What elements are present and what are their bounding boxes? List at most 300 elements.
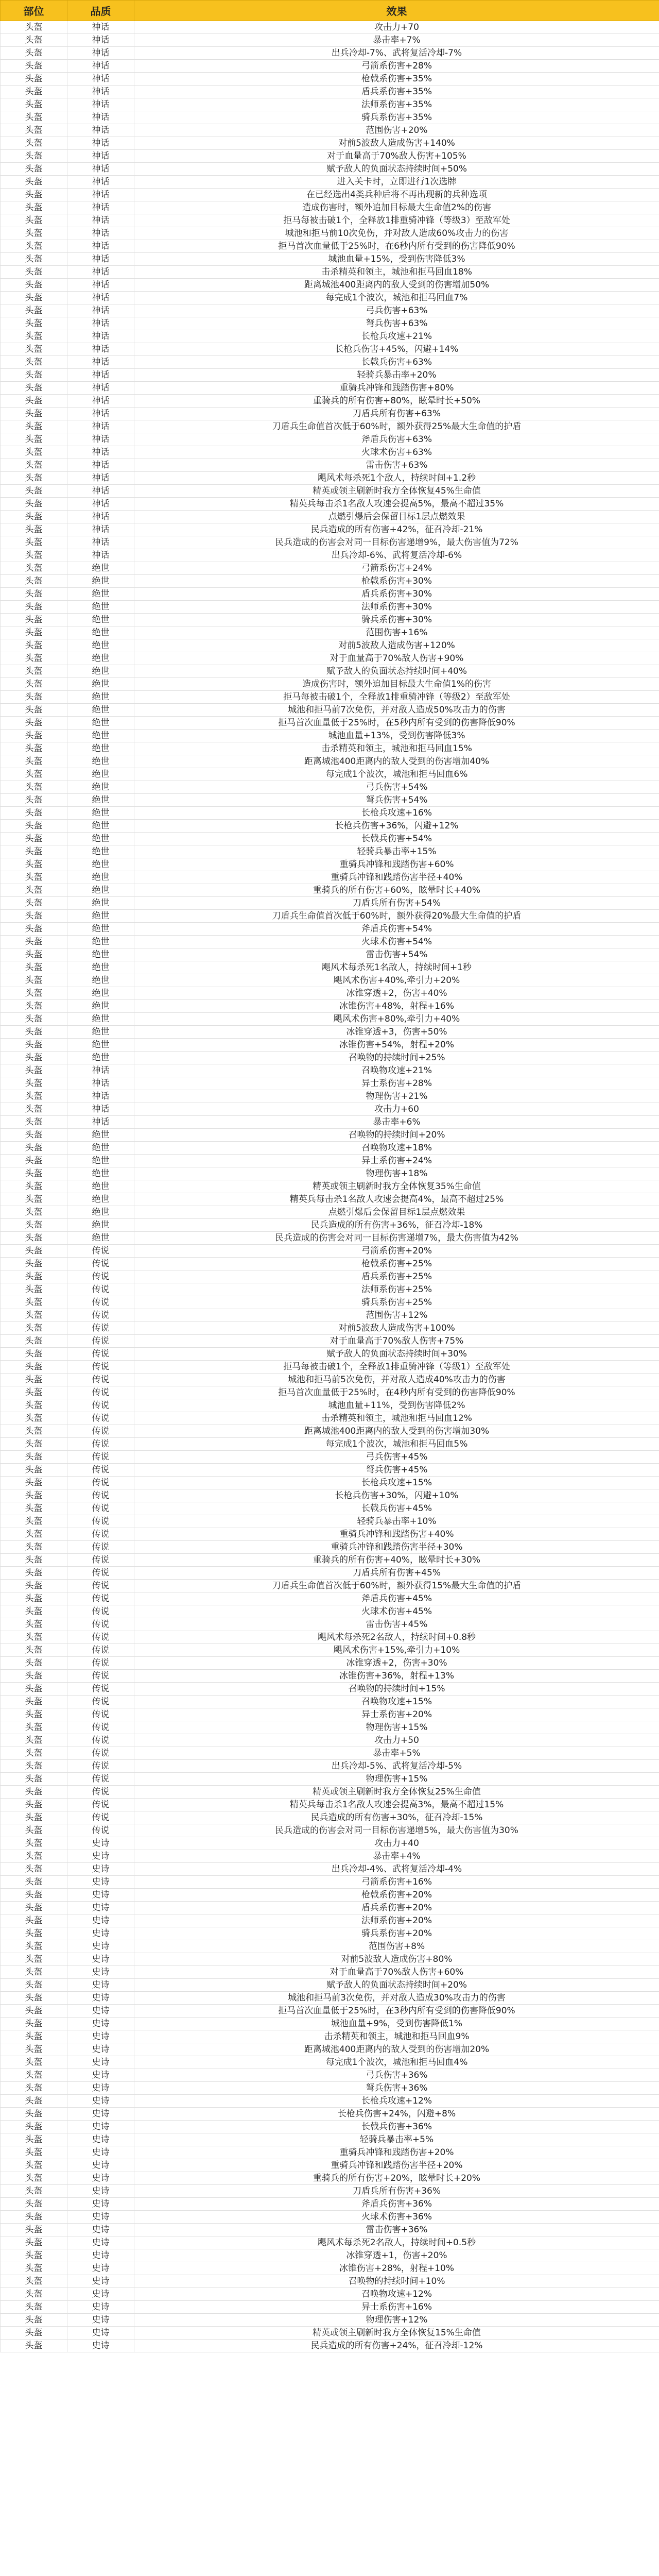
cell-slot: 头盔 [1, 948, 67, 961]
cell-effect: 民兵造成的伤害会对同一目标伤害递增7%，最大伤害值为42% [134, 1232, 659, 1245]
cell-effect: 雷击伤害+36% [134, 2224, 659, 2236]
cell-effect: 城池和拒马前5次免伤，并对敌人造成40%攻击力的伤害 [134, 1374, 659, 1386]
table-row [1, 923, 659, 936]
table-row [1, 1090, 659, 1103]
cell-quality: 史诗 [67, 2236, 134, 2249]
cell-quality: 神话 [67, 227, 134, 240]
cell-slot: 头盔 [1, 1129, 67, 1142]
cell-quality: 传说 [67, 1618, 134, 1631]
cell-quality: 神话 [67, 343, 134, 356]
cell-effect: 异士系伤害+28% [134, 1077, 659, 1090]
cell-quality: 神话 [67, 498, 134, 511]
cell-slot: 头盔 [1, 910, 67, 923]
cell-effect: 击杀精英和领主，城池和拒马回血15% [134, 742, 659, 755]
table-row [1, 485, 659, 498]
cell-slot: 头盔 [1, 1309, 67, 1322]
cell-slot: 头盔 [1, 137, 67, 150]
cell-effect: 拒马首次血量低于25%时，在3秒内所有受到的伤害降低90% [134, 2005, 659, 2018]
cell-quality: 神话 [67, 1116, 134, 1129]
cell-effect: 物理伤害+12% [134, 2314, 659, 2327]
cell-effect: 轻骑兵暴击率+20% [134, 369, 659, 382]
cell-effect: 刀盾兵所有伤害+63% [134, 408, 659, 420]
cell-effect: 飓风术每杀死1名敌人，持续时间+1秒 [134, 961, 659, 974]
cell-quality: 神话 [67, 446, 134, 459]
cell-effect: 造成伤害时，额外追加目标最大生命值2%的伤害 [134, 201, 659, 214]
table-row [1, 511, 659, 523]
cell-slot: 头盔 [1, 1013, 67, 1026]
cell-quality: 神话 [67, 523, 134, 536]
table-row [1, 562, 659, 575]
table-row [1, 446, 659, 459]
cell-quality: 史诗 [67, 2224, 134, 2236]
cell-effect: 范围伤害+8% [134, 1940, 659, 1953]
cell-quality: 绝世 [67, 1206, 134, 1219]
cell-quality: 绝世 [67, 858, 134, 871]
cell-quality: 神话 [67, 549, 134, 562]
cell-quality: 绝世 [67, 742, 134, 755]
cell-effect: 长枪兵伤害+24%，闪避+8% [134, 2108, 659, 2121]
table-row [1, 111, 659, 124]
table-row [1, 356, 659, 369]
table-row [1, 1206, 659, 1219]
cell-quality: 绝世 [67, 845, 134, 858]
cell-slot: 头盔 [1, 1425, 67, 1438]
cell-effect: 每完成1个波次，城池和拒马回血6% [134, 768, 659, 781]
table-row [1, 214, 659, 227]
table-row [1, 86, 659, 98]
cell-quality: 传说 [67, 1799, 134, 1811]
table-row [1, 742, 659, 755]
cell-effect: 城池血量+15%，受到伤害降低3% [134, 253, 659, 266]
table-row [1, 858, 659, 871]
cell-quality: 神话 [67, 86, 134, 98]
cell-slot: 头盔 [1, 781, 67, 794]
cell-quality: 传说 [67, 1489, 134, 1502]
cell-slot: 头盔 [1, 1232, 67, 1245]
cell-quality: 神话 [67, 536, 134, 549]
cell-effect: 弓箭系伤害+24% [134, 562, 659, 575]
table-row [1, 961, 659, 974]
cell-quality: 神话 [67, 304, 134, 317]
table-row [1, 1348, 659, 1361]
cell-effect: 拒马每被击破1个，全释放1排重骑冲锋（等级1）至敌军处 [134, 1361, 659, 1374]
cell-quality: 绝世 [67, 601, 134, 614]
cell-quality: 史诗 [67, 2198, 134, 2211]
table-row [1, 1361, 659, 1374]
table-row [1, 189, 659, 201]
table-row [1, 1000, 659, 1013]
cell-slot: 头盔 [1, 1167, 67, 1180]
cell-slot: 头盔 [1, 987, 67, 1000]
cell-slot: 头盔 [1, 2288, 67, 2301]
cell-slot: 头盔 [1, 1335, 67, 1348]
cell-slot: 头盔 [1, 2172, 67, 2185]
cell-quality: 绝世 [67, 936, 134, 948]
cell-slot: 头盔 [1, 511, 67, 523]
cell-slot: 头盔 [1, 1219, 67, 1232]
cell-effect: 攻击力+50 [134, 1734, 659, 1747]
cell-slot: 头盔 [1, 292, 67, 304]
cell-slot: 头盔 [1, 2121, 67, 2133]
table-row [1, 382, 659, 395]
cell-quality: 神话 [67, 485, 134, 498]
table-row [1, 2056, 659, 2069]
table-row [1, 1811, 659, 1824]
table-row [1, 1644, 659, 1657]
cell-effect: 对于血量高于70%敌人伤害+105% [134, 150, 659, 163]
cell-slot: 头盔 [1, 1580, 67, 1592]
table-row [1, 21, 659, 34]
cell-effect: 枪戟系伤害+25% [134, 1258, 659, 1270]
table-row [1, 1155, 659, 1167]
table-row [1, 2314, 659, 2327]
cell-quality: 神话 [67, 292, 134, 304]
cell-effect: 每完成1个波次，城池和拒马回血5% [134, 1438, 659, 1451]
table-body [1, 21, 659, 2352]
cell-quality: 神话 [67, 1077, 134, 1090]
header-slot: 部位 [1, 1, 67, 21]
cell-quality: 神话 [67, 163, 134, 176]
cell-slot: 头盔 [1, 266, 67, 279]
cell-effect: 雷击伤害+54% [134, 948, 659, 961]
cell-effect: 轻骑兵暴击率+10% [134, 1515, 659, 1528]
cell-quality: 神话 [67, 176, 134, 189]
table-row [1, 304, 659, 317]
cell-slot: 头盔 [1, 1837, 67, 1850]
table-row [1, 639, 659, 652]
cell-effect: 雷击伤害+63% [134, 459, 659, 472]
cell-slot: 头盔 [1, 1657, 67, 1670]
cell-slot: 头盔 [1, 794, 67, 807]
table-row [1, 1850, 659, 1863]
cell-quality: 史诗 [67, 2340, 134, 2352]
cell-effect: 异士系伤害+20% [134, 1708, 659, 1721]
cell-quality: 神话 [67, 433, 134, 446]
table-row [1, 575, 659, 588]
cell-quality: 传说 [67, 1605, 134, 1618]
table-row [1, 1322, 659, 1335]
table-row [1, 420, 659, 433]
table-row [1, 1580, 659, 1592]
cell-slot: 头盔 [1, 730, 67, 742]
table-row [1, 1605, 659, 1618]
cell-effect: 拒马每被击破1个，全释放1排重骑冲锋（等级2）至敌军处 [134, 691, 659, 704]
table-row [1, 1902, 659, 1914]
cell-effect: 长枪兵伤害+36%，闪避+12% [134, 820, 659, 833]
cell-effect: 出兵冷却-6%、武将复活冷却-6% [134, 549, 659, 562]
cell-effect: 飓风术伤害+80%,牵引力+40% [134, 1013, 659, 1026]
cell-quality: 传说 [67, 1708, 134, 1721]
table-row [1, 253, 659, 266]
cell-slot: 头盔 [1, 2314, 67, 2327]
table-row [1, 1283, 659, 1296]
cell-slot: 头盔 [1, 1361, 67, 1374]
cell-slot: 头盔 [1, 1966, 67, 1979]
cell-effect: 精英兵每击杀1名敌人攻速会提高4%，最高不超过25% [134, 1193, 659, 1206]
cell-effect: 击杀精英和领主，城池和拒马回血9% [134, 2030, 659, 2043]
cell-slot: 头盔 [1, 2262, 67, 2275]
cell-effect: 每完成1个波次，城池和拒马回血4% [134, 2056, 659, 2069]
cell-quality: 传说 [67, 1811, 134, 1824]
cell-slot: 头盔 [1, 2082, 67, 2095]
table-row [1, 626, 659, 639]
cell-effect: 距离城池400距离内的敌人受到的伤害增加40% [134, 755, 659, 768]
cell-quality: 史诗 [67, 2301, 134, 2314]
cell-effect: 法师系伤害+20% [134, 1914, 659, 1927]
cell-effect: 飓风术伤害+40%,牵引力+20% [134, 974, 659, 987]
cell-quality: 绝世 [67, 974, 134, 987]
cell-slot: 头盔 [1, 1889, 67, 1902]
cell-quality: 传说 [67, 1270, 134, 1283]
cell-slot: 头盔 [1, 1863, 67, 1876]
cell-slot: 头盔 [1, 2185, 67, 2198]
cell-effect: 攻击力+60 [134, 1103, 659, 1116]
table-row [1, 2236, 659, 2249]
cell-quality: 绝世 [67, 575, 134, 588]
cell-effect: 火球术伤害+36% [134, 2211, 659, 2224]
cell-quality: 传说 [67, 1824, 134, 1837]
cell-effect: 骑兵系伤害+20% [134, 1927, 659, 1940]
cell-effect: 弓兵伤害+63% [134, 304, 659, 317]
table-row [1, 1914, 659, 1927]
cell-quality: 史诗 [67, 2082, 134, 2095]
cell-effect: 精英或领主刷新时我方全体恢复45%生命值 [134, 485, 659, 498]
cell-slot: 头盔 [1, 845, 67, 858]
cell-slot: 头盔 [1, 562, 67, 575]
cell-slot: 头盔 [1, 369, 67, 382]
cell-effect: 重骑兵的所有伤害+40%，眩晕时长+30% [134, 1554, 659, 1567]
cell-quality: 绝世 [67, 820, 134, 833]
cell-quality: 绝世 [67, 730, 134, 742]
table-row [1, 1515, 659, 1528]
cell-slot: 头盔 [1, 60, 67, 73]
cell-slot: 头盔 [1, 1116, 67, 1129]
cell-effect: 火球术伤害+45% [134, 1605, 659, 1618]
cell-effect: 异士系伤害+16% [134, 2301, 659, 2314]
cell-slot: 头盔 [1, 1348, 67, 1361]
cell-effect: 飓风术每杀死2名敌人，持续时间+0.8秒 [134, 1631, 659, 1644]
cell-quality: 神话 [67, 266, 134, 279]
table-row [1, 1489, 659, 1502]
cell-quality: 绝世 [67, 910, 134, 923]
table-row [1, 1721, 659, 1734]
cell-effect: 城池血量+13%，受到伤害降低3% [134, 730, 659, 742]
cell-quality: 神话 [67, 511, 134, 523]
cell-slot: 头盔 [1, 1696, 67, 1708]
cell-slot: 头盔 [1, 47, 67, 60]
cell-effect: 斧盾兵伤害+36% [134, 2198, 659, 2211]
table-row [1, 1245, 659, 1258]
cell-slot: 头盔 [1, 1876, 67, 1889]
table-row [1, 1464, 659, 1477]
cell-quality: 传说 [67, 1361, 134, 1374]
cell-effect: 枪戟系伤害+35% [134, 73, 659, 86]
cell-effect: 拒马首次血量低于25%时，在5秒内所有受到的伤害降低90% [134, 717, 659, 730]
table-row [1, 1296, 659, 1309]
cell-slot: 头盔 [1, 833, 67, 845]
cell-slot: 头盔 [1, 1592, 67, 1605]
cell-effect: 异士系伤害+24% [134, 1155, 659, 1167]
cell-quality: 传说 [67, 1322, 134, 1335]
cell-slot: 头盔 [1, 1927, 67, 1940]
cell-quality: 传说 [67, 1502, 134, 1515]
cell-quality: 绝世 [67, 717, 134, 730]
cell-effect: 重骑兵冲锋和践踏伤害+80% [134, 382, 659, 395]
cell-effect: 骑兵系伤害+35% [134, 111, 659, 124]
cell-quality: 神话 [67, 253, 134, 266]
cell-slot: 头盔 [1, 1039, 67, 1052]
cell-quality: 传说 [67, 1734, 134, 1747]
cell-slot: 头盔 [1, 1077, 67, 1090]
cell-effect: 冰锥伤害+28%，射程+10% [134, 2262, 659, 2275]
cell-slot: 头盔 [1, 2133, 67, 2146]
cell-quality: 绝世 [67, 1180, 134, 1193]
cell-quality: 传说 [67, 1386, 134, 1399]
cell-slot: 头盔 [1, 678, 67, 691]
cell-effect: 精英或领主刷新时我方全体恢复35%生命值 [134, 1180, 659, 1193]
cell-quality: 传说 [67, 1696, 134, 1708]
cell-effect: 刀盾兵生命值首次低于60%时，额外获得25%最大生命值的护盾 [134, 420, 659, 433]
cell-quality: 传说 [67, 1335, 134, 1348]
cell-effect: 民兵造成的所有伤害+36%，征召冷却-18% [134, 1219, 659, 1232]
table-row [1, 2095, 659, 2108]
table-row [1, 2198, 659, 2211]
cell-effect: 盾兵系伤害+25% [134, 1270, 659, 1283]
cell-quality: 史诗 [67, 2327, 134, 2340]
cell-quality: 史诗 [67, 1914, 134, 1927]
cell-slot: 头盔 [1, 2301, 67, 2314]
table-row [1, 536, 659, 549]
cell-effect: 雷击伤害+45% [134, 1618, 659, 1631]
cell-quality: 绝世 [67, 884, 134, 897]
cell-effect: 弩兵伤害+36% [134, 2082, 659, 2095]
cell-quality: 神话 [67, 60, 134, 73]
cell-slot: 头盔 [1, 923, 67, 936]
table-row [1, 807, 659, 820]
cell-effect: 城池和拒马前7次免伤，并对敌人造成50%攻击力的伤害 [134, 704, 659, 717]
cell-effect: 盾兵系伤害+35% [134, 86, 659, 98]
cell-effect: 物理伤害+15% [134, 1773, 659, 1786]
cell-effect: 刀盾兵所有伤害+36% [134, 2185, 659, 2198]
cell-slot: 头盔 [1, 1605, 67, 1618]
cell-slot: 头盔 [1, 343, 67, 356]
cell-effect: 出兵冷却-5%、武将复活冷却-5% [134, 1760, 659, 1773]
cell-effect: 物理伤害+18% [134, 1167, 659, 1180]
cell-effect: 重骑兵冲锋和践踏伤害半径+30% [134, 1541, 659, 1554]
cell-quality: 神话 [67, 459, 134, 472]
cell-quality: 神话 [67, 150, 134, 163]
cell-effect: 击杀精英和领主，城池和拒马回血12% [134, 1412, 659, 1425]
table-row [1, 2121, 659, 2133]
cell-slot: 头盔 [1, 498, 67, 511]
cell-quality: 神话 [67, 137, 134, 150]
cell-slot: 头盔 [1, 897, 67, 910]
cell-effect: 法师系伤害+30% [134, 601, 659, 614]
cell-effect: 物理伤害+15% [134, 1721, 659, 1734]
table-row [1, 2185, 659, 2198]
cell-quality: 传说 [67, 1283, 134, 1296]
table-row [1, 755, 659, 768]
cell-slot: 头盔 [1, 717, 67, 730]
table-row [1, 1670, 659, 1683]
table-row [1, 433, 659, 446]
cell-effect: 赋予敌人的负面状态持续时间+30% [134, 1348, 659, 1361]
cell-effect: 攻击力+40 [134, 1837, 659, 1850]
cell-effect: 造成伤害时，额外追加目标最大生命值1%的伤害 [134, 678, 659, 691]
cell-effect: 刀盾兵生命值首次低于60%时，额外获得20%最大生命值的护盾 [134, 910, 659, 923]
cell-quality: 传说 [67, 1592, 134, 1605]
cell-slot: 头盔 [1, 2030, 67, 2043]
table-row [1, 1966, 659, 1979]
cell-effect: 对于血量高于70%敌人伤害+60% [134, 1966, 659, 1979]
cell-quality: 神话 [67, 1064, 134, 1077]
table-row [1, 1193, 659, 1206]
table-row [1, 279, 659, 292]
table-row [1, 266, 659, 279]
cell-slot: 头盔 [1, 1064, 67, 1077]
cell-quality: 传说 [67, 1258, 134, 1270]
table-row [1, 2288, 659, 2301]
cell-quality: 绝世 [67, 833, 134, 845]
cell-slot: 头盔 [1, 1155, 67, 1167]
table-row [1, 317, 659, 330]
cell-slot: 头盔 [1, 807, 67, 820]
table-row [1, 1077, 659, 1090]
cell-slot: 头盔 [1, 1026, 67, 1039]
cell-slot: 头盔 [1, 1515, 67, 1528]
cell-effect: 召唤物的持续时间+15% [134, 1683, 659, 1696]
cell-slot: 头盔 [1, 1322, 67, 1335]
cell-slot: 头盔 [1, 201, 67, 214]
cell-slot: 头盔 [1, 1270, 67, 1283]
table-row [1, 1979, 659, 1992]
cell-slot: 头盔 [1, 111, 67, 124]
cell-effect: 长戟兵伤害+54% [134, 833, 659, 845]
cell-quality: 史诗 [67, 2185, 134, 2198]
cell-quality: 绝世 [67, 1167, 134, 1180]
table-row [1, 1039, 659, 1052]
table-row [1, 395, 659, 408]
table-row [1, 1374, 659, 1386]
cell-quality: 绝世 [67, 678, 134, 691]
cell-effect: 弩兵伤害+54% [134, 794, 659, 807]
table-row [1, 1142, 659, 1155]
table-row [1, 292, 659, 304]
cell-slot: 头盔 [1, 755, 67, 768]
table-row [1, 549, 659, 562]
cell-quality: 神话 [67, 330, 134, 343]
table-row [1, 691, 659, 704]
table-row [1, 1824, 659, 1837]
cell-slot: 头盔 [1, 768, 67, 781]
cell-slot: 头盔 [1, 2108, 67, 2121]
cell-quality: 史诗 [67, 2211, 134, 2224]
cell-effect: 冰锥伤害+48%，射程+16% [134, 1000, 659, 1013]
cell-slot: 头盔 [1, 446, 67, 459]
cell-slot: 头盔 [1, 1721, 67, 1734]
table-row [1, 98, 659, 111]
cell-slot: 头盔 [1, 1000, 67, 1013]
cell-slot: 头盔 [1, 98, 67, 111]
table-row [1, 833, 659, 845]
cell-effect: 长戟兵伤害+63% [134, 356, 659, 369]
table-row [1, 150, 659, 163]
cell-effect: 长戟兵伤害+36% [134, 2121, 659, 2133]
cell-slot: 头盔 [1, 884, 67, 897]
cell-effect: 长枪兵攻速+15% [134, 1477, 659, 1489]
cell-slot: 头盔 [1, 2018, 67, 2030]
cell-slot: 头盔 [1, 614, 67, 626]
